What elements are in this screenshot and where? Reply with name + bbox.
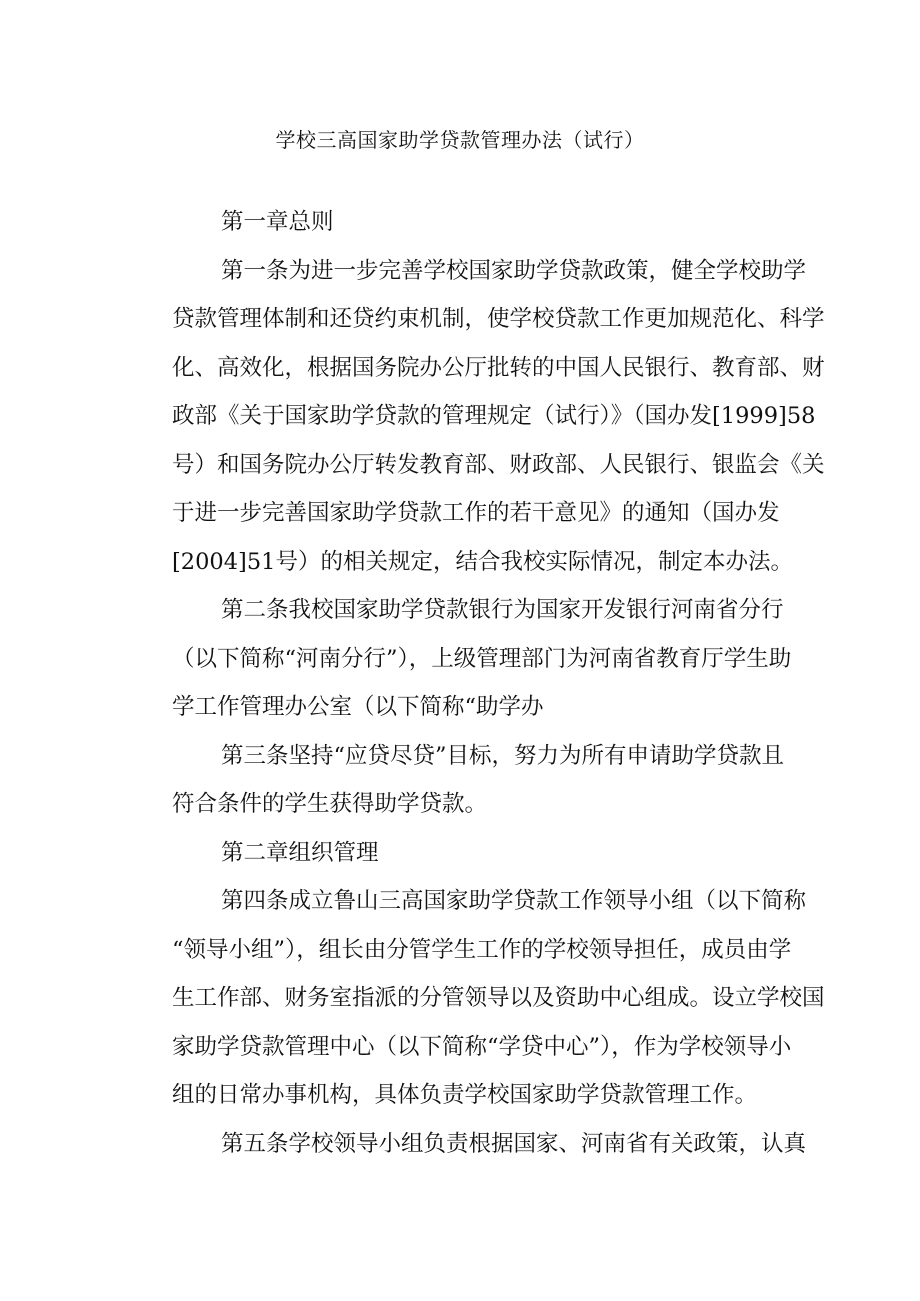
article-4-line-3: 生工作部、财务室指派的分管领导以及资助中心组成。设立学校国 — [172, 985, 825, 1011]
article-4-line-4: 家助学贷款管理中心（以下简称“学贷中心”），作为学校领导小 — [172, 1033, 792, 1060]
document-body — [172, 198, 825, 1168]
article-1-line-1: 第一条为进一步完善学校国家助学贷款政策，健全学校助学 — [221, 257, 807, 284]
article-1-line-7: [2004]51号）的相关规定，结合我校实际情况，制定本办法。 — [172, 548, 793, 575]
article-2-line-2: （以下简称“河南分行”），上级管理部门为河南省教育厅学生助 — [172, 645, 792, 672]
article-4-line-2: “领导小组”），组长由分管学生工作的学校领导担任，成员由学 — [172, 936, 792, 963]
article-1-line-2: 贷款管理体制和还贷约束机制，使学校贷款工作更加规范化、科学 — [172, 306, 825, 332]
article-4-line-1: 第四条成立鲁山三高国家助学贷款工作领导小组（以下简称 — [221, 888, 807, 914]
article-1-line-3: 化、高效化，根据国务院办公厅批转的中国人民银行、教育部、财 — [172, 354, 825, 381]
article-3-line-1: 第三条坚持“应贷尽贷”目标，努力为所有申请助学贷款且 — [221, 742, 785, 769]
chapter-heading-2: 第二章组织管理 — [221, 839, 379, 866]
article-1-line-6: 于进一步完善国家助学贷款工作的若干意见》的通知（国办发 — [172, 500, 780, 526]
article-4-line-5: 组的日常办事机构，具体负责学校国家助学贷款管理工作。 — [172, 1082, 758, 1108]
article-3-line-2: 符合条件的学生获得助学贷款。 — [172, 791, 488, 817]
article-1-line-5: 号）和国务院办公厅转发教育部、财政部、人民银行、银监会《关 — [172, 451, 825, 478]
article-2-line-1: 第二条我校国家助学贷款银行为国家开发银行河南省分行 — [221, 597, 784, 623]
article-5-line-1: 第五条学校领导小组负责根据国家、河南省有关政策，认真 — [221, 1130, 807, 1157]
article-2-line-3: 学工作管理办公室（以下简称“助学办 — [172, 694, 544, 720]
article-1-line-4: 政部《关于国家助学贷款的管理规定（试行）》（国办发[1999]58 — [172, 403, 816, 429]
chapter-heading-1: 第一章总则 — [221, 209, 334, 235]
document-title: 学校三高国家助学贷款管理办法（试行） — [275, 128, 645, 152]
